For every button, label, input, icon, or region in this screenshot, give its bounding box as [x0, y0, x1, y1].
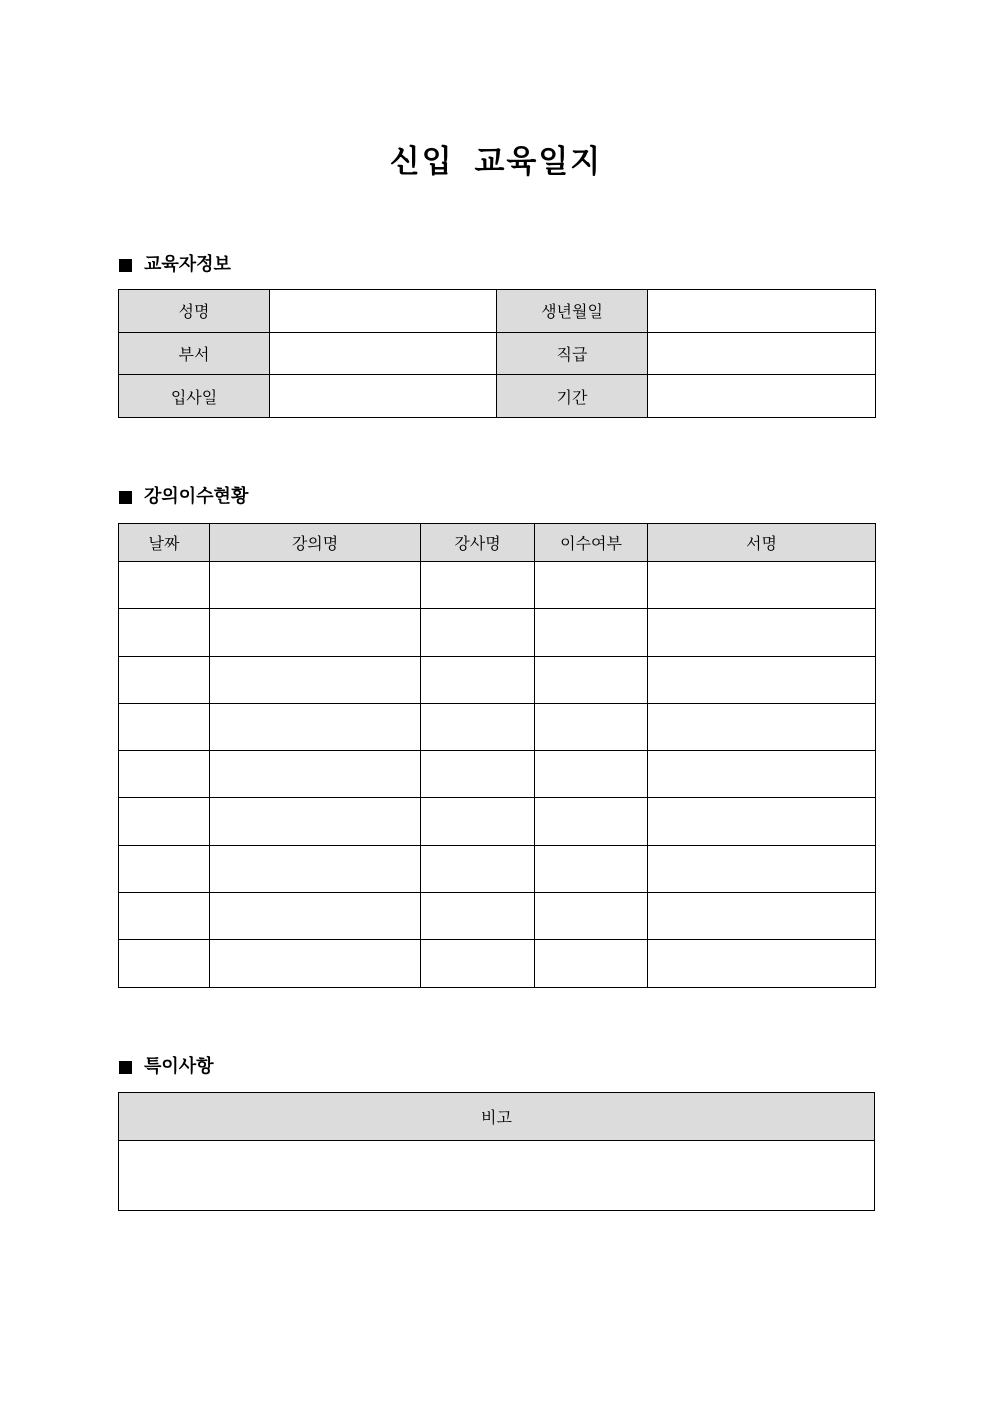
- section-heading-trainee-info: [119, 253, 231, 277]
- table-row: [119, 375, 876, 418]
- square-bullet-icon: [119, 1061, 132, 1074]
- course-name-cell[interactable]: [210, 845, 421, 892]
- table-row: [119, 290, 876, 333]
- completion-cell[interactable]: [535, 609, 648, 656]
- date-cell[interactable]: [119, 751, 210, 798]
- column-header-remarks: 비고: [119, 1093, 875, 1141]
- course-name-cell[interactable]: [210, 656, 421, 703]
- date-cell[interactable]: [119, 609, 210, 656]
- name-label: 성명: [119, 290, 270, 333]
- join-date-label: 입사일: [119, 375, 270, 418]
- instructor-cell[interactable]: [421, 845, 535, 892]
- instructor-cell[interactable]: [421, 609, 535, 656]
- section-heading-remarks: [119, 1055, 214, 1079]
- course-name-cell[interactable]: [210, 562, 421, 609]
- table-row: [119, 562, 876, 609]
- column-header-date: 날짜: [119, 524, 210, 562]
- course-status-table: [118, 523, 876, 988]
- course-name-cell[interactable]: [210, 703, 421, 750]
- instructor-cell[interactable]: [421, 893, 535, 940]
- signature-cell[interactable]: [648, 845, 876, 892]
- column-header-completion: 이수여부: [535, 524, 648, 562]
- completion-cell[interactable]: [535, 656, 648, 703]
- instructor-cell[interactable]: [421, 562, 535, 609]
- position-field[interactable]: [648, 332, 876, 375]
- instructor-cell[interactable]: [421, 656, 535, 703]
- table-row: [119, 940, 876, 987]
- instructor-cell[interactable]: [421, 751, 535, 798]
- completion-cell[interactable]: [535, 940, 648, 987]
- document-title: 신입 교육일지: [389, 144, 603, 180]
- date-cell[interactable]: [119, 562, 210, 609]
- signature-cell[interactable]: [648, 609, 876, 656]
- table-header-row: [119, 1093, 875, 1141]
- completion-cell[interactable]: [535, 893, 648, 940]
- remarks-table: [118, 1092, 875, 1211]
- date-cell[interactable]: [119, 703, 210, 750]
- section-heading-label: 강의이수현황: [144, 486, 249, 507]
- birthdate-label: 생년월일: [497, 290, 648, 333]
- table-row: [119, 893, 876, 940]
- table-row: [119, 798, 876, 845]
- column-header-instructor: 강사명: [421, 524, 535, 562]
- name-field[interactable]: [270, 290, 497, 333]
- instructor-cell[interactable]: [421, 940, 535, 987]
- date-cell[interactable]: [119, 940, 210, 987]
- department-field[interactable]: [270, 332, 497, 375]
- position-label: 직급: [497, 332, 648, 375]
- section-heading-label: 교육자정보: [144, 254, 231, 275]
- course-name-cell[interactable]: [210, 798, 421, 845]
- table-header-row: [119, 524, 876, 562]
- table-row: [119, 332, 876, 375]
- instructor-cell[interactable]: [421, 703, 535, 750]
- square-bullet-icon: [119, 259, 132, 272]
- completion-cell[interactable]: [535, 845, 648, 892]
- course-name-cell[interactable]: [210, 893, 421, 940]
- table-row: [119, 656, 876, 703]
- completion-cell[interactable]: [535, 751, 648, 798]
- course-name-cell[interactable]: [210, 609, 421, 656]
- completion-cell[interactable]: [535, 703, 648, 750]
- course-name-cell[interactable]: [210, 940, 421, 987]
- completion-cell[interactable]: [535, 798, 648, 845]
- table-row: [119, 609, 876, 656]
- department-label: 부서: [119, 332, 270, 375]
- date-cell[interactable]: [119, 656, 210, 703]
- completion-cell[interactable]: [535, 562, 648, 609]
- period-field[interactable]: [648, 375, 876, 418]
- instructor-cell[interactable]: [421, 798, 535, 845]
- date-cell[interactable]: [119, 798, 210, 845]
- square-bullet-icon: [119, 491, 132, 504]
- column-header-course-name: 강의명: [210, 524, 421, 562]
- period-label: 기간: [497, 375, 648, 418]
- trainee-info-table: [118, 289, 876, 418]
- date-cell[interactable]: [119, 845, 210, 892]
- join-date-field[interactable]: [270, 375, 497, 418]
- birthdate-field[interactable]: [648, 290, 876, 333]
- signature-cell[interactable]: [648, 798, 876, 845]
- table-row: [119, 845, 876, 892]
- signature-cell[interactable]: [648, 562, 876, 609]
- table-row: [119, 1141, 875, 1211]
- remarks-field[interactable]: [119, 1141, 875, 1211]
- course-name-cell[interactable]: [210, 751, 421, 798]
- signature-cell[interactable]: [648, 751, 876, 798]
- table-row: [119, 703, 876, 750]
- signature-cell[interactable]: [648, 656, 876, 703]
- section-heading-course-status: [119, 485, 248, 509]
- column-header-signature: 서명: [648, 524, 876, 562]
- signature-cell[interactable]: [648, 893, 876, 940]
- signature-cell[interactable]: [648, 940, 876, 987]
- signature-cell[interactable]: [648, 703, 876, 750]
- date-cell[interactable]: [119, 893, 210, 940]
- table-row: [119, 751, 876, 798]
- section-heading-label: 특이사항: [144, 1056, 214, 1077]
